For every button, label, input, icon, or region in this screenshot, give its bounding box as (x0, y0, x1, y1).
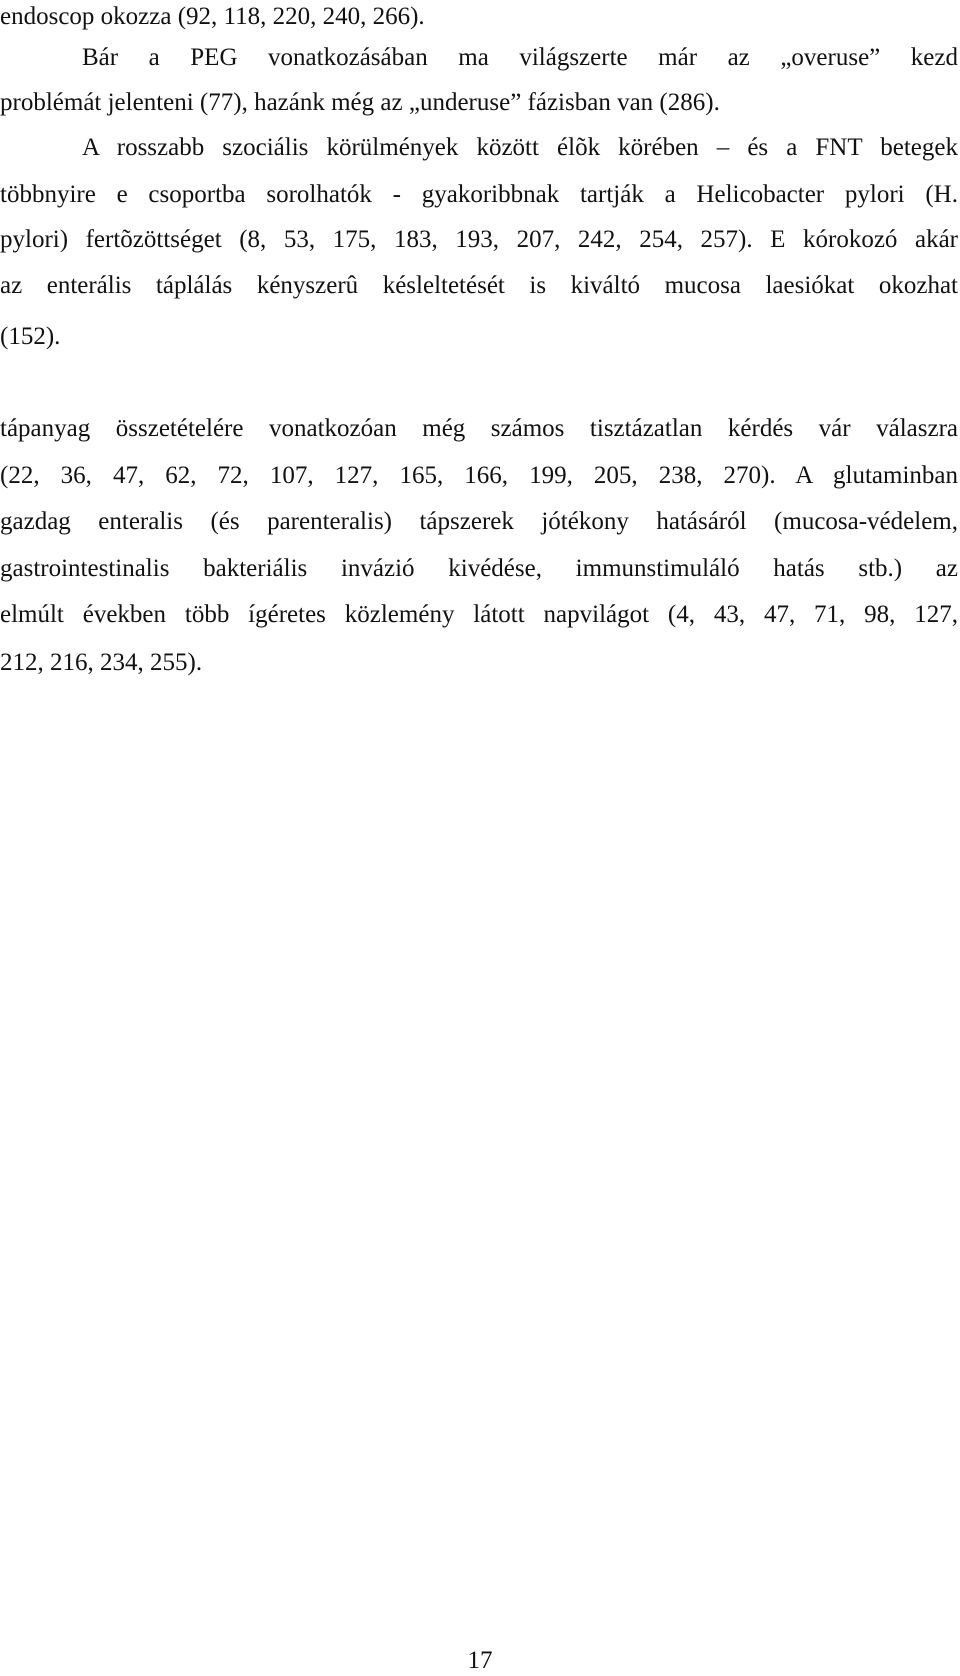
text-line-9: tápanyag összetételére vonatkozóan még számos tisztázatlan kérdés vár válaszra (0, 415, 958, 442)
text-line-5: többnyire e csoportba sorolhatók - gyakoribbnak tartják a Helicobacter pylori (H. (0, 181, 958, 208)
text-line-13: elmúlt években több ígéretes közlemény látott napvilágot (4, 43, 47, 71, 98, 127, (0, 601, 958, 628)
page-number: 17 (467, 1647, 493, 1674)
text-line-8: (152). (0, 323, 61, 350)
text-line-7: az enterális táplálás kényszerû késleltetését is kiváltó mucosa laesiókat okozhat (0, 272, 958, 299)
text-line-6: pylori) fertõzöttséget (8, 53, 175, 183, 193, 207, 242, 254, 257). E kórokozó akár (0, 226, 958, 253)
text-line-12: gastrointestinalis bakteriális invázió kivédése, immunstimuláló hatás stb.) az (0, 555, 958, 582)
text-line-4: A rosszabb szociális körülmények között élõk körében – és a FNT betegek (82, 134, 958, 161)
text-line-14: 212, 216, 234, 255). (0, 649, 203, 676)
text-line-1: endoscop okozza (92, 118, 220, 240, 266). (0, 3, 425, 30)
text-line-10: (22, 36, 47, 62, 72, 107, 127, 165, 166, 199, 205, 238, 270). A glutaminban (0, 462, 958, 489)
text-line-2: Bár a PEG vonatkozásában ma világszerte már az „overuse” kezd (82, 44, 958, 71)
text-line-11: gazdag enteralis (és parenteralis) tápszerek jótékony hatásáról (mucosa-védelem, (0, 508, 958, 535)
text-line-3: problémát jelenteni (77), hazánk még az „underuse” fázisban van (286). (0, 89, 720, 116)
